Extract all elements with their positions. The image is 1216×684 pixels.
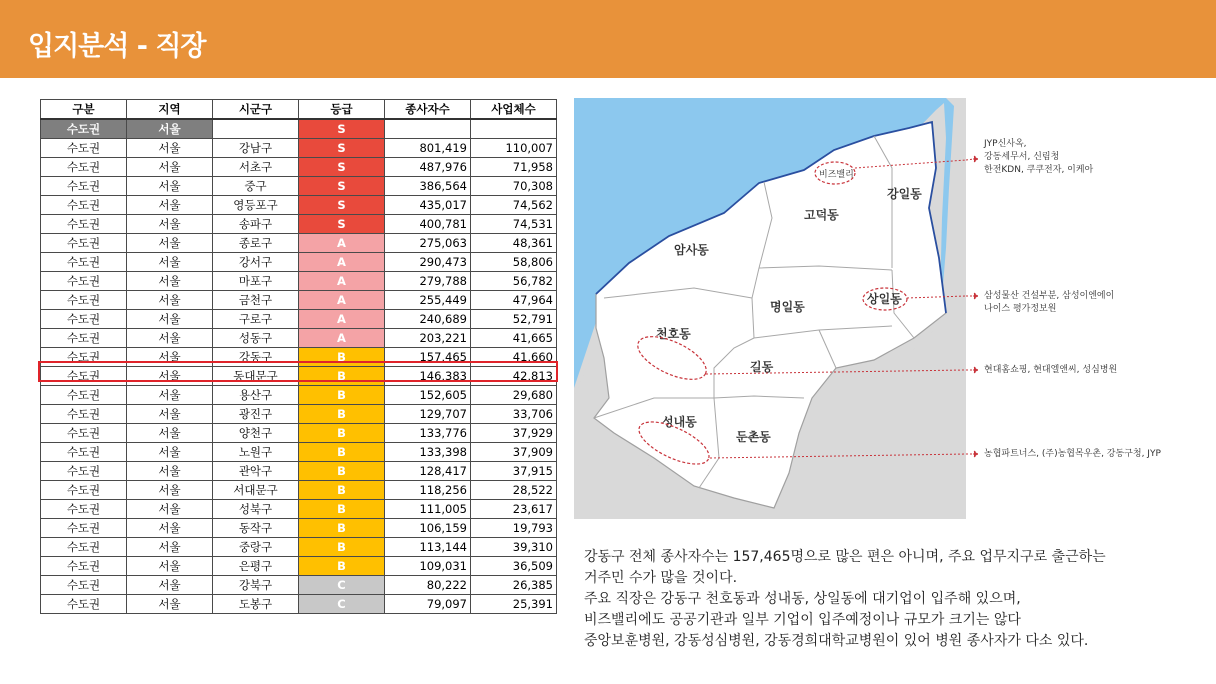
cell-region: 서울 — [127, 557, 213, 576]
cell-district: 중랑구 — [213, 538, 299, 557]
cell-workers: 386,564 — [385, 177, 471, 196]
cell-area: 수도권 — [41, 291, 127, 310]
cell-workers: 801,419 — [385, 139, 471, 158]
cell-area: 수도권 — [41, 177, 127, 196]
cell-businesses: 41,665 — [471, 329, 557, 348]
cell-businesses: 71,958 — [471, 158, 557, 177]
cell-workers: 133,398 — [385, 443, 471, 462]
cell-district: 성동구 — [213, 329, 299, 348]
cell-area: 수도권 — [41, 538, 127, 557]
cell-area: 수도권 — [41, 139, 127, 158]
cell-workers: 157,465 — [385, 348, 471, 367]
cell-grade: A — [299, 291, 385, 310]
label-cheonho: 천호동 — [656, 327, 691, 341]
label-myeongil: 명일동 — [770, 300, 805, 314]
page-header — [0, 0, 1216, 78]
cell-grade: B — [299, 367, 385, 386]
cell-workers: 106,159 — [385, 519, 471, 538]
label-bizvalley: 비즈밸리 — [819, 170, 854, 180]
table-row — [41, 310, 557, 329]
label-dunchon: 둔촌동 — [736, 430, 771, 444]
cell-district: 서초구 — [213, 158, 299, 177]
description-line: 주요 직장은 강동구 천호동과 성내동, 상일동에 대기업이 입주해 있으며, — [584, 591, 1021, 607]
description-line: 중앙보훈병원, 강동성심병원, 강동경희대학교병원이 있어 병원 종사자가 다소 있다. — [584, 633, 1089, 649]
cell-region: 서울 — [127, 462, 213, 481]
cell-businesses: 110,007 — [471, 139, 557, 158]
cell-area: 수도권 — [41, 424, 127, 443]
cell-businesses: 48,361 — [471, 234, 557, 253]
label-gangil: 강일동 — [887, 187, 922, 201]
cell-businesses: 26,385 — [471, 576, 557, 595]
cell-area: 수도권 — [41, 386, 127, 405]
label-godeok: 고덕동 — [804, 208, 839, 222]
cell-area: 수도권 — [41, 234, 127, 253]
cell-businesses: 56,782 — [471, 272, 557, 291]
cell-district: 도봉구 — [213, 595, 299, 614]
cell-businesses: 47,964 — [471, 291, 557, 310]
cell-grade: S — [299, 177, 385, 196]
external-leaders — [966, 150, 978, 470]
cell-district: 동작구 — [213, 519, 299, 538]
cell-region: 서울 — [127, 139, 213, 158]
cell-workers: 203,221 — [385, 329, 471, 348]
cell-businesses — [471, 119, 557, 139]
cell-region: 서울 — [127, 215, 213, 234]
table-row — [41, 139, 557, 158]
cell-grade: A — [299, 253, 385, 272]
description-line: 비즈밸리에도 공공기관과 일부 기업이 입주예정이나 규모가 크기는 않다 — [584, 612, 1021, 628]
cell-region: 서울 — [127, 119, 213, 139]
page-title: 입지분석 - 직장 — [28, 31, 206, 62]
cell-grade: S — [299, 119, 385, 139]
cell-district: 구로구 — [213, 310, 299, 329]
cell-workers: 487,976 — [385, 158, 471, 177]
col-header-grade: 등급 — [299, 100, 385, 120]
cell-area: 수도권 — [41, 500, 127, 519]
cell-district: 금천구 — [213, 291, 299, 310]
cell-area: 수도권 — [41, 595, 127, 614]
cell-area: 수도권 — [41, 253, 127, 272]
description-text — [584, 547, 1106, 652]
cell-region: 서울 — [127, 595, 213, 614]
cell-region: 서울 — [127, 310, 213, 329]
cell-grade: S — [299, 139, 385, 158]
cell-grade: B — [299, 443, 385, 462]
cell-region: 서울 — [127, 481, 213, 500]
cell-workers: 275,063 — [385, 234, 471, 253]
cell-district: 강남구 — [213, 139, 299, 158]
cell-businesses: 36,509 — [471, 557, 557, 576]
map-svg — [574, 98, 966, 519]
cell-businesses: 19,793 — [471, 519, 557, 538]
table-row — [41, 367, 557, 386]
label-amsa: 암사동 — [674, 243, 709, 257]
cell-grade: A — [299, 329, 385, 348]
cell-workers — [385, 119, 471, 139]
cell-businesses: 37,909 — [471, 443, 557, 462]
cell-businesses: 52,791 — [471, 310, 557, 329]
cell-district: 광진구 — [213, 405, 299, 424]
cell-area: 수도권 — [41, 481, 127, 500]
cell-area: 수도권 — [41, 557, 127, 576]
cell-workers: 400,781 — [385, 215, 471, 234]
cell-area: 수도권 — [41, 576, 127, 595]
table-row-highlighted — [41, 348, 557, 367]
cell-workers: 80,222 — [385, 576, 471, 595]
cell-district: 동대문구 — [213, 367, 299, 386]
cell-region: 서울 — [127, 253, 213, 272]
table-row — [41, 462, 557, 481]
cell-area: 수도권 — [41, 310, 127, 329]
table-header-row — [41, 100, 557, 120]
cell-district: 영등포구 — [213, 196, 299, 215]
cell-grade: B — [299, 462, 385, 481]
cell-businesses: 23,617 — [471, 500, 557, 519]
description-line: 거주민 수가 많을 것이다. — [584, 570, 738, 586]
cell-workers: 79,097 — [385, 595, 471, 614]
cell-district: 서대문구 — [213, 481, 299, 500]
label-sangil: 상일동 — [867, 292, 902, 306]
cell-district: 성북구 — [213, 500, 299, 519]
cell-region: 서울 — [127, 196, 213, 215]
table-row — [41, 329, 557, 348]
cell-businesses: 29,680 — [471, 386, 557, 405]
cell-district — [213, 119, 299, 139]
cell-grade: A — [299, 272, 385, 291]
cell-area: 수도권 — [41, 367, 127, 386]
cell-district: 마포구 — [213, 272, 299, 291]
cell-area: 수도권 — [41, 348, 127, 367]
cell-grade: B — [299, 500, 385, 519]
cell-area: 수도권 — [41, 519, 127, 538]
cell-district: 양천구 — [213, 424, 299, 443]
table-row — [41, 253, 557, 272]
col-header-area: 구분 — [41, 100, 127, 120]
table-row — [41, 272, 557, 291]
cell-area: 수도권 — [41, 119, 127, 139]
cell-region: 서울 — [127, 386, 213, 405]
cell-region: 서울 — [127, 443, 213, 462]
cell-region: 서울 — [127, 576, 213, 595]
cell-grade: B — [299, 557, 385, 576]
cell-workers: 118,256 — [385, 481, 471, 500]
cell-workers: 146,383 — [385, 367, 471, 386]
table-row — [41, 481, 557, 500]
cell-area: 수도권 — [41, 443, 127, 462]
cell-workers: 111,005 — [385, 500, 471, 519]
cell-workers: 113,144 — [385, 538, 471, 557]
description-line: 강동구 전체 종사자수는 157,465명으로 많은 편은 아니며, 주요 업무지구로 출근하는 — [584, 549, 1106, 565]
col-header-district: 시군구 — [213, 100, 299, 120]
table-row — [41, 386, 557, 405]
cell-workers: 128,417 — [385, 462, 471, 481]
cell-district: 강북구 — [213, 576, 299, 595]
table-row — [41, 215, 557, 234]
cell-district: 송파구 — [213, 215, 299, 234]
cell-businesses: 70,308 — [471, 177, 557, 196]
table-row — [41, 196, 557, 215]
table-row — [41, 595, 557, 614]
annotation-seongnae: 농협파트너스, (주)농협목우촌, 강동구청, JYP — [984, 449, 1161, 459]
table-row — [41, 234, 557, 253]
table-row — [41, 443, 557, 462]
annotation-bizvalley: JYP신사옥, 강동세무서, 신림청 한전KDN, 쿠쿠전자, 이케아 — [984, 139, 1094, 175]
cell-businesses: 74,531 — [471, 215, 557, 234]
cell-grade: B — [299, 424, 385, 443]
cell-area: 수도권 — [41, 329, 127, 348]
summary-row — [41, 119, 557, 139]
annotation-cheonho: 현대홈쇼핑, 현대엘앤씨, 성심병원 — [984, 365, 1118, 375]
cell-district: 중구 — [213, 177, 299, 196]
col-header-region: 지역 — [127, 100, 213, 120]
cell-grade: B — [299, 348, 385, 367]
annotation-sangil: 삼성물산 건설부분, 삼성이엔에이 나이스 평가정보원 — [984, 291, 1115, 314]
cell-workers: 255,449 — [385, 291, 471, 310]
cell-region: 서울 — [127, 405, 213, 424]
cell-workers: 129,707 — [385, 405, 471, 424]
table-row — [41, 576, 557, 595]
cell-businesses: 37,929 — [471, 424, 557, 443]
cell-businesses: 42,813 — [471, 367, 557, 386]
cell-district: 노원구 — [213, 443, 299, 462]
table-row — [41, 405, 557, 424]
cell-region: 서울 — [127, 329, 213, 348]
cell-businesses: 33,706 — [471, 405, 557, 424]
cell-businesses: 41,660 — [471, 348, 557, 367]
cell-grade: C — [299, 595, 385, 614]
cell-district: 강서구 — [213, 253, 299, 272]
cell-area: 수도권 — [41, 215, 127, 234]
cell-region: 서울 — [127, 234, 213, 253]
cell-region: 서울 — [127, 367, 213, 386]
cell-businesses: 25,391 — [471, 595, 557, 614]
cell-district: 은평구 — [213, 557, 299, 576]
cell-workers: 290,473 — [385, 253, 471, 272]
cell-region: 서울 — [127, 177, 213, 196]
cell-grade: S — [299, 158, 385, 177]
cell-district: 용산구 — [213, 386, 299, 405]
cell-grade: B — [299, 538, 385, 557]
label-seongnae: 성내동 — [662, 415, 697, 429]
table-row — [41, 538, 557, 557]
cell-district: 관악구 — [213, 462, 299, 481]
cell-area: 수도권 — [41, 158, 127, 177]
cell-region: 서울 — [127, 348, 213, 367]
table-row — [41, 519, 557, 538]
cell-grade: S — [299, 196, 385, 215]
cell-area: 수도권 — [41, 272, 127, 291]
cell-grade: B — [299, 405, 385, 424]
cell-area: 수도권 — [41, 196, 127, 215]
cell-region: 서울 — [127, 272, 213, 291]
cell-district: 종로구 — [213, 234, 299, 253]
cell-grade: A — [299, 310, 385, 329]
table-row — [41, 291, 557, 310]
cell-grade: B — [299, 386, 385, 405]
table-row — [41, 557, 557, 576]
col-header-workers: 종사자수 — [385, 100, 471, 120]
cell-workers: 279,788 — [385, 272, 471, 291]
cell-area: 수도권 — [41, 462, 127, 481]
cell-businesses: 74,562 — [471, 196, 557, 215]
cell-region: 서울 — [127, 519, 213, 538]
cell-region: 서울 — [127, 424, 213, 443]
cell-district: 강동구 — [213, 348, 299, 367]
gangdong-map — [574, 98, 966, 519]
col-header-businesses: 사업체수 — [471, 100, 557, 120]
cell-workers: 133,776 — [385, 424, 471, 443]
cell-workers: 240,689 — [385, 310, 471, 329]
cell-workers: 435,017 — [385, 196, 471, 215]
cell-workers: 109,031 — [385, 557, 471, 576]
cell-businesses: 58,806 — [471, 253, 557, 272]
cell-grade: A — [299, 234, 385, 253]
cell-businesses: 39,310 — [471, 538, 557, 557]
district-workplace-table — [40, 99, 557, 614]
table-row — [41, 500, 557, 519]
cell-region: 서울 — [127, 500, 213, 519]
cell-grade: C — [299, 576, 385, 595]
cell-area: 수도권 — [41, 405, 127, 424]
cell-grade: B — [299, 481, 385, 500]
table-row — [41, 177, 557, 196]
label-gil: 길동 — [750, 360, 774, 374]
table-row — [41, 424, 557, 443]
cell-region: 서울 — [127, 538, 213, 557]
cell-grade: B — [299, 519, 385, 538]
cell-region: 서울 — [127, 291, 213, 310]
table-row — [41, 158, 557, 177]
cell-grade: S — [299, 215, 385, 234]
cell-region: 서울 — [127, 158, 213, 177]
cell-businesses: 28,522 — [471, 481, 557, 500]
cell-workers: 152,605 — [385, 386, 471, 405]
cell-businesses: 37,915 — [471, 462, 557, 481]
